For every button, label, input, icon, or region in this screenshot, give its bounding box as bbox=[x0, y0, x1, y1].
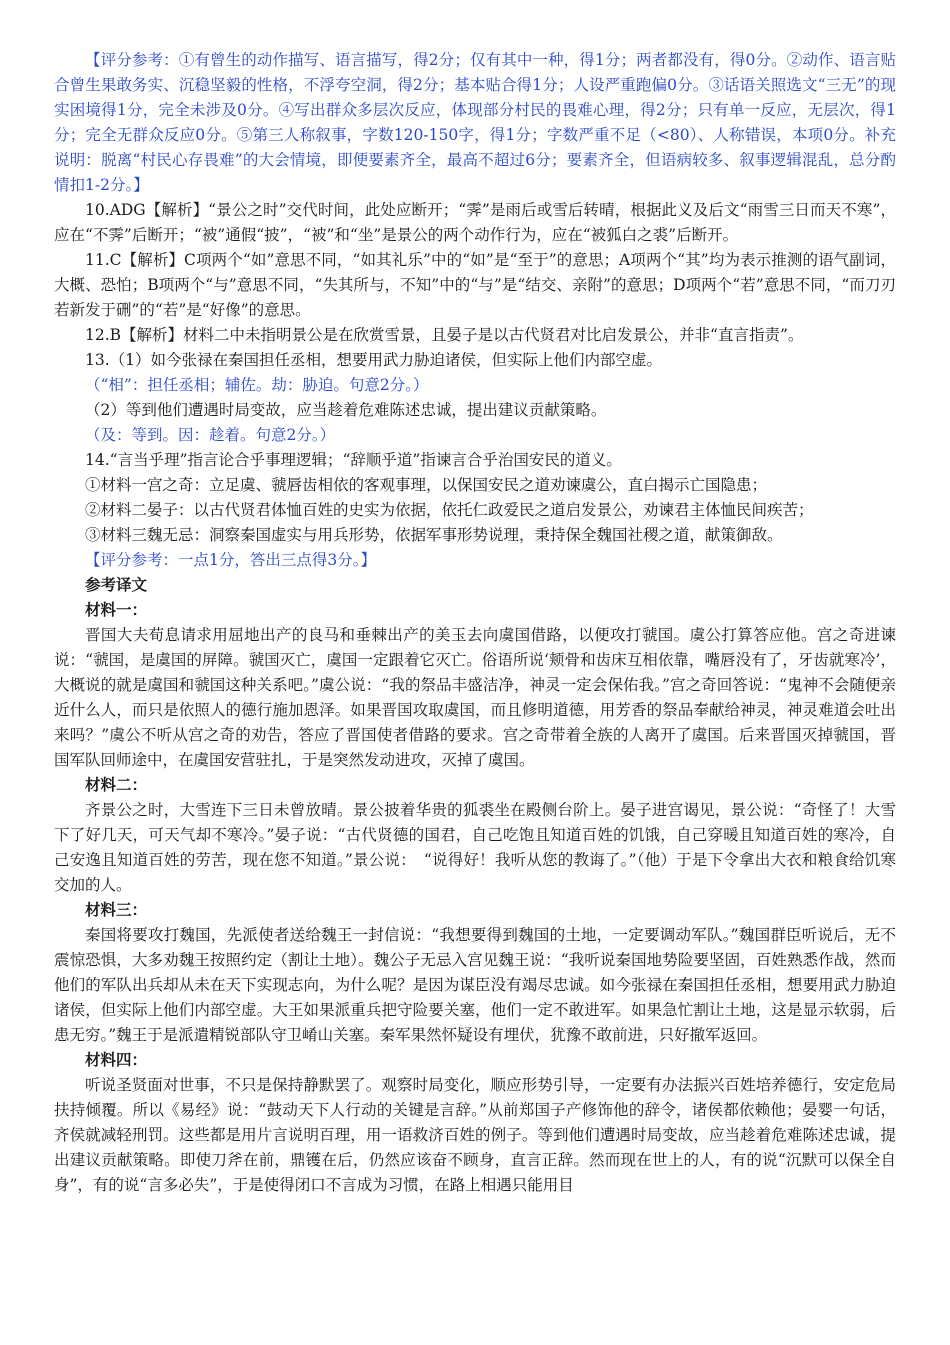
grading-note-q14: 【评分参考：一点1分，答出三点得3分。】 bbox=[85, 551, 376, 569]
answer-q11: 11.C【解析】C项两个“如”意思不同，“如其礼乐”中的“如”是“至于”的意思；A项两个“其”均为表示推测的语气副词，大概、恐怕；B项两个“与”意思不同，“失其所与，不知”中的“与”是“结交、亲附”的意思；D项两个“若”意思不同，“而刀刃若新发于硎”的“若”是“好像”的意思。 bbox=[54, 251, 896, 319]
material-2-text: 齐景公之时，大雪连下三日未曾放晴。景公披着华贵的狐裘坐在殿侧台阶上。晏子进宫谒见，景公说：“奇怪了！大雪下了好几天，可天气却不寒冷。”晏子说：“古代贤德的国君，自己吃饱且知道百姓的饥饿，自己穿暖且知道百姓的寒冷，自己安逸且知道百姓的劳苦，现在您不知道。”景公说： “说得好！我听从您的教诲了。”（他）于是下令拿出大衣和粮食给饥寒交加的人。 bbox=[54, 801, 896, 894]
answer-q10: 10.ADG【解析】“景公之时”交代时间，此处应断开；“霁”是雨后或雪后转晴，根据此义及后文“雨雪三日而天不寒”，应在“不霁”后断开；“被”通假“披”，“被”和“坐”是景公的两个动作行为，应在“被狐白之裘”后断开。 bbox=[54, 201, 896, 244]
answer-q12: 12.B【解析】材料二中未指明景公是在欣赏雪景，且晏子是以古代贤君对比启发景公，并非“直言指责”。 bbox=[85, 326, 804, 344]
material-3-text: 秦国将要攻打魏国，先派使者送给魏王一封信说：“我想要得到魏国的土地，一定要调动军队。”魏国群臣听说后，无不震惊恐惧，大多劝魏王按照约定（割让土地）。魏公子无忌入宫见魏王说：“我听说秦国地势险要坚固，百姓熟悉作战，然而他们的军队出兵却从未在天下实现志向，为什么呢？是因为谋臣没有竭尽忠诚。如今张禄在秦国担任丞相，想要用武力胁迫诸侯，但实际上他们内部空虚。大王如果派重兵把守险要关塞，他们一定不敢进军。如果急忙割让土地，这是显示软弱，后患无穷。”魏王于是派遣精锐部队守卫崤山关塞。秦军果然怀疑设有埋伏，犹豫不敢前进，只好撤军返回。 bbox=[54, 926, 896, 1044]
material-2-title: 材料二： bbox=[85, 776, 148, 794]
material-3-title: 材料三： bbox=[85, 901, 148, 919]
material-1-text: 晋国大夫荀息请求用屈地出产的良马和垂棘出产的美玉去向虞国借路，以便攻打虢国。虞公打算答应他。宫之奇进谏说：“虢国，是虞国的屏障。虢国灭亡，虞国一定跟着它灭亡。俗语所说‘颊骨和齿床互相依靠，嘴唇没有了，牙齿就寒冷’，大概说的就是虞国和虢国这种关系吧。”虞公说：“我的祭品丰盛洁净，神灵一定会保佑我。”宫之奇回答说：“鬼神不会随便亲近什么人，而只是依照人的德行施加恩泽。如果晋国攻取虞国，而且修明道德，用芳香的祭品奉献给神灵，神灵难道会吐出来吗？”虞公不听从宫之奇的劝告，答应了晋国使者借路的要求。宫之奇带着全族的人离开了虞国。后来晋国灭掉虢国，晋国军队回师途中，在虞国安营驻扎，于是突然发动进攻，灭掉了虞国。 bbox=[54, 626, 896, 769]
grading-note-q13-part2: （及：等到。因：趁着。句意2分。） bbox=[85, 426, 336, 444]
material-4-text: 听说圣贤面对世事，不只是保持静默罢了。观察时局变化，顺应形势引导，一定要有办法振兴百姓培养德行，安定危局扶持倾覆。所以《易经》说：“鼓动天下人行动的关键是言辞。”从前郑国子产修饰他的辞令，诸侯都依赖他；晏婴一句话，齐侯就减轻刑罚。这些都是用片言说明百理，用一语救济百姓的例子。等到他们遭遇时局变故，应当趁着危难陈述忠诚，提出建议贡献策略。即使刀斧在前，鼎镬在后，仍然应该奋不顾身，直言正辞。然而现在世上的人，有的说“沉默可以保全自身”，有的说“言多必失”，于是使得闭口不言成为习惯，在路上相遇只能用目 bbox=[54, 1076, 896, 1194]
reference-translation-title: 参考译文 bbox=[85, 576, 148, 594]
answer-q14-point2: ②材料二晏子：以古代贤君体恤百姓的史实为依据，依托仁政爱民之道启发景公，劝谏君主体恤民间疾苦； bbox=[85, 501, 814, 519]
grading-note-q13-part1: （“相”：担任丞相；辅佐。劫：胁迫。句意2分。） bbox=[85, 376, 429, 394]
answer-q13-part2: （2）等到他们遭遇时局变故，应当趁着危难陈述忠诚，提出建议贡献策略。 bbox=[85, 401, 607, 419]
answer-q13-part1: 13.（1）如今张禄在秦国担任丞相，想要用武力胁迫诸侯，但实际上他们内部空虚。 bbox=[85, 351, 663, 369]
grading-note-essay: 【评分参考：①有曾生的动作描写、语言描写，得2分；仅有其中一种，得1分；两者都没有，得0分。②动作、语言贴合曾生果敢务实、沉稳坚毅的性格，不浮夸空洞，得2分；基本贴合得1分；人设严重跑偏0分。③话语关照选文“三无”的现实困境得1分，完全未涉及0分。④写出群众多层次反应，体现部分村民的畏难心理，得2分；只有单一反应，无层次，得1分；完全无群众反应0分。⑤第三人称叙事，字数120-150字，得1分；字数严重不足（<80）、人称错误，本项0分。补充说明：脱离“村民心存畏难”的大会情境，即便要素齐全，最高不超过6分；要素齐全，但语病较多、叙事逻辑混乱，总分酌情扣1-2分。】 bbox=[54, 51, 896, 194]
material-4-title: 材料四： bbox=[85, 1051, 148, 1069]
answer-q14-point1: ①材料一宫之奇：立足虞、虢唇齿相依的客观事理，以保国安民之道劝谏虞公，直白揭示亡国隐患； bbox=[85, 476, 768, 494]
answer-q14: 14.“言当乎理”指言论合乎事理逻辑；“辞顺乎道”指谏言合乎治国安民的道义。 bbox=[85, 451, 622, 469]
answer-q14-point3: ③材料三魏无忌：洞察秦国虚实与用兵形势，依据军事形势说理，秉持保全魏国社稷之道，献策御敌。 bbox=[85, 526, 783, 544]
material-1-title: 材料一： bbox=[85, 601, 148, 619]
